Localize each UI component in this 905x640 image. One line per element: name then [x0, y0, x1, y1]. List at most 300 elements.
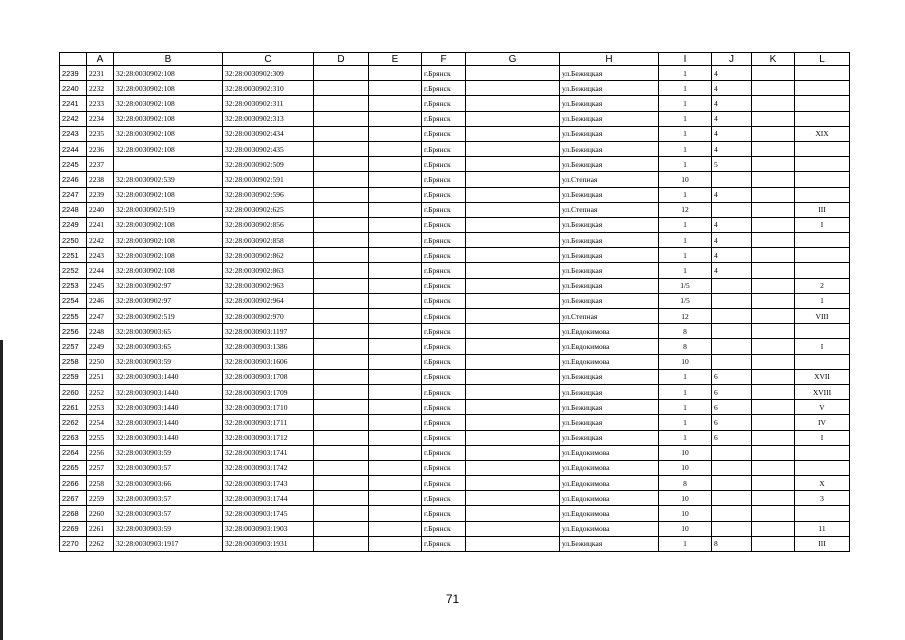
column-header-h[interactable]: H: [560, 53, 659, 66]
cell-i[interactable]: 1/5: [659, 278, 712, 293]
cell-j[interactable]: [712, 491, 752, 506]
cell-k[interactable]: [752, 96, 795, 111]
row-number-cell[interactable]: [60, 491, 87, 506]
cell-b[interactable]: 32:28:0030903:66: [114, 476, 223, 491]
cell-f[interactable]: г.Брянск: [422, 141, 466, 156]
cell-d[interactable]: [314, 111, 369, 126]
cell-l[interactable]: 1: [795, 293, 850, 308]
row-number-cell[interactable]: [60, 217, 87, 232]
cell-g[interactable]: [466, 415, 560, 430]
cell-g[interactable]: [466, 172, 560, 187]
cell-j[interactable]: 6: [712, 369, 752, 384]
cell-c[interactable]: 32:28:0030902:862: [223, 248, 314, 263]
cell-d[interactable]: [314, 476, 369, 491]
cell-c[interactable]: 32:28:0030902:963: [223, 278, 314, 293]
cell-f[interactable]: г.Брянск: [422, 217, 466, 232]
cell-j[interactable]: 4: [712, 66, 752, 81]
cell-h[interactable]: ул.Бежицкая: [560, 111, 659, 126]
cell-k[interactable]: [752, 491, 795, 506]
cell-c[interactable]: 32:28:0030902:863: [223, 263, 314, 278]
cell-e[interactable]: [369, 157, 422, 172]
cell-a[interactable]: [87, 248, 114, 263]
cell-k[interactable]: [752, 141, 795, 156]
cell-e[interactable]: [369, 96, 422, 111]
cell-f[interactable]: г.Брянск: [422, 202, 466, 217]
row-number-cell[interactable]: [60, 339, 87, 354]
cell-l[interactable]: X: [795, 476, 850, 491]
cell-a[interactable]: [87, 521, 114, 536]
cell-j[interactable]: 4: [712, 217, 752, 232]
cell-k[interactable]: [752, 415, 795, 430]
cell-g[interactable]: [466, 187, 560, 202]
cell-c[interactable]: 32:28:0030903:1710: [223, 400, 314, 415]
cell-f[interactable]: г.Брянск: [422, 430, 466, 445]
cell-e[interactable]: [369, 172, 422, 187]
cell-l[interactable]: XVIII: [795, 384, 850, 399]
cell-c[interactable]: 32:28:0030903:1742: [223, 460, 314, 475]
cell-k[interactable]: [752, 354, 795, 369]
cell-l[interactable]: [795, 460, 850, 475]
cell-f[interactable]: г.Брянск: [422, 339, 466, 354]
cell-c[interactable]: 32:28:0030902:434: [223, 126, 314, 141]
cell-b[interactable]: 32:28:0030902:108: [114, 263, 223, 278]
cell-e[interactable]: [369, 141, 422, 156]
cell-g[interactable]: [466, 384, 560, 399]
cell-f[interactable]: г.Брянск: [422, 263, 466, 278]
row-number-cell[interactable]: [60, 172, 87, 187]
cell-b[interactable]: 32:28:0030903:65: [114, 339, 223, 354]
cell-e[interactable]: [369, 278, 422, 293]
cell-d[interactable]: [314, 369, 369, 384]
row-number-cell[interactable]: [60, 521, 87, 536]
row-number-cell[interactable]: [60, 187, 87, 202]
cell-i[interactable]: 1: [659, 369, 712, 384]
cell-j[interactable]: 4: [712, 111, 752, 126]
row-number-cell[interactable]: [60, 430, 87, 445]
cell-i[interactable]: 1: [659, 248, 712, 263]
cell-l[interactable]: [795, 81, 850, 96]
cell-f[interactable]: г.Брянск: [422, 233, 466, 248]
cell-l[interactable]: III: [795, 202, 850, 217]
cell-e[interactable]: [369, 445, 422, 460]
row-number-cell[interactable]: [60, 384, 87, 399]
cell-c[interactable]: 32:28:0030902:311: [223, 96, 314, 111]
cell-d[interactable]: [314, 217, 369, 232]
cell-g[interactable]: [466, 324, 560, 339]
cell-j[interactable]: 4: [712, 141, 752, 156]
column-header-l[interactable]: L: [795, 53, 850, 66]
cell-c[interactable]: 32:28:0030902:309: [223, 66, 314, 81]
cell-b[interactable]: 32:28:0030902:97: [114, 293, 223, 308]
cell-i[interactable]: 1: [659, 233, 712, 248]
column-header-k[interactable]: K: [752, 53, 795, 66]
cell-b[interactable]: 32:28:0030902:108: [114, 248, 223, 263]
cell-c[interactable]: 32:28:0030903:1386: [223, 339, 314, 354]
cell-g[interactable]: [466, 430, 560, 445]
cell-h[interactable]: ул.Бежицкая: [560, 233, 659, 248]
cell-i[interactable]: 8: [659, 339, 712, 354]
cell-d[interactable]: [314, 202, 369, 217]
cell-g[interactable]: [466, 263, 560, 278]
cell-k[interactable]: [752, 263, 795, 278]
cell-b[interactable]: 32:28:0030903:57: [114, 506, 223, 521]
cell-d[interactable]: [314, 66, 369, 81]
cell-j[interactable]: 5: [712, 157, 752, 172]
cell-j[interactable]: [712, 202, 752, 217]
row-number-cell[interactable]: [60, 263, 87, 278]
row-number-cell[interactable]: [60, 111, 87, 126]
cell-k[interactable]: [752, 233, 795, 248]
row-number-cell[interactable]: [60, 445, 87, 460]
cell-d[interactable]: [314, 248, 369, 263]
cell-l[interactable]: XIX: [795, 126, 850, 141]
cell-l[interactable]: VIII: [795, 309, 850, 324]
cell-f[interactable]: г.Брянск: [422, 126, 466, 141]
cell-d[interactable]: [314, 445, 369, 460]
cell-h[interactable]: ул.Бежицкая: [560, 187, 659, 202]
cell-a[interactable]: [87, 339, 114, 354]
cell-d[interactable]: [314, 491, 369, 506]
cell-k[interactable]: [752, 384, 795, 399]
cell-a[interactable]: [87, 445, 114, 460]
cell-j[interactable]: [712, 172, 752, 187]
cell-g[interactable]: [466, 491, 560, 506]
cell-g[interactable]: [466, 202, 560, 217]
cell-c[interactable]: 32:28:0030903:1903: [223, 521, 314, 536]
cell-l[interactable]: [795, 445, 850, 460]
cell-i[interactable]: 1: [659, 141, 712, 156]
cell-i[interactable]: 8: [659, 476, 712, 491]
cell-b[interactable]: 32:28:0030903:1917: [114, 536, 223, 551]
row-number-cell[interactable]: [60, 248, 87, 263]
cell-e[interactable]: [369, 476, 422, 491]
cell-k[interactable]: [752, 217, 795, 232]
cell-d[interactable]: [314, 460, 369, 475]
cell-f[interactable]: г.Брянск: [422, 96, 466, 111]
cell-i[interactable]: 10: [659, 491, 712, 506]
cell-i[interactable]: 1/5: [659, 293, 712, 308]
cell-c[interactable]: 32:28:0030902:313: [223, 111, 314, 126]
cell-a[interactable]: [87, 126, 114, 141]
cell-f[interactable]: г.Брянск: [422, 172, 466, 187]
cell-d[interactable]: [314, 81, 369, 96]
cell-c[interactable]: 32:28:0030902:625: [223, 202, 314, 217]
cell-l[interactable]: I: [795, 430, 850, 445]
cell-b[interactable]: 32:28:0030902:108: [114, 141, 223, 156]
cell-j[interactable]: [712, 339, 752, 354]
cell-g[interactable]: [466, 66, 560, 81]
cell-g[interactable]: [466, 126, 560, 141]
cell-h[interactable]: ул.Бежицкая: [560, 263, 659, 278]
cell-a[interactable]: [87, 309, 114, 324]
cell-d[interactable]: [314, 506, 369, 521]
cell-b[interactable]: 32:28:0030903:1440: [114, 400, 223, 415]
row-number-cell[interactable]: [60, 309, 87, 324]
cell-d[interactable]: [314, 521, 369, 536]
cell-i[interactable]: 10: [659, 460, 712, 475]
cell-f[interactable]: г.Брянск: [422, 460, 466, 475]
cell-d[interactable]: [314, 384, 369, 399]
cell-e[interactable]: [369, 81, 422, 96]
cell-c[interactable]: 32:28:0030903:1709: [223, 384, 314, 399]
cell-e[interactable]: [369, 111, 422, 126]
cell-j[interactable]: [712, 324, 752, 339]
column-header-b[interactable]: B: [114, 53, 223, 66]
cell-h[interactable]: ул.Бежицкая: [560, 141, 659, 156]
cell-c[interactable]: 32:28:0030902:858: [223, 233, 314, 248]
cell-e[interactable]: [369, 430, 422, 445]
cell-a[interactable]: [87, 172, 114, 187]
row-number-cell[interactable]: [60, 66, 87, 81]
cell-j[interactable]: 4: [712, 187, 752, 202]
cell-b[interactable]: 32:28:0030903:1440: [114, 430, 223, 445]
cell-a[interactable]: [87, 536, 114, 551]
cell-k[interactable]: [752, 339, 795, 354]
cell-i[interactable]: 10: [659, 354, 712, 369]
cell-h[interactable]: ул.Бежицкая: [560, 81, 659, 96]
column-header-a[interactable]: A: [87, 53, 114, 66]
cell-j[interactable]: 6: [712, 415, 752, 430]
cell-i[interactable]: 10: [659, 506, 712, 521]
cell-d[interactable]: [314, 141, 369, 156]
cell-j[interactable]: [712, 293, 752, 308]
cell-l[interactable]: [795, 141, 850, 156]
cell-c[interactable]: 32:28:0030902:509: [223, 157, 314, 172]
row-number-cell[interactable]: [60, 415, 87, 430]
cell-e[interactable]: [369, 309, 422, 324]
cell-f[interactable]: г.Брянск: [422, 354, 466, 369]
cell-a[interactable]: [87, 491, 114, 506]
cell-b[interactable]: 32:28:0030903:1440: [114, 415, 223, 430]
cell-i[interactable]: 1: [659, 384, 712, 399]
cell-e[interactable]: [369, 339, 422, 354]
cell-g[interactable]: [466, 536, 560, 551]
row-number-cell[interactable]: [60, 233, 87, 248]
cell-a[interactable]: [87, 111, 114, 126]
cell-j[interactable]: [712, 278, 752, 293]
cell-f[interactable]: г.Брянск: [422, 536, 466, 551]
cell-h[interactable]: ул.Евдокимова: [560, 491, 659, 506]
cell-g[interactable]: [466, 476, 560, 491]
cell-b[interactable]: 32:28:0030902:519: [114, 309, 223, 324]
cell-j[interactable]: [712, 460, 752, 475]
cell-l[interactable]: [795, 324, 850, 339]
cell-e[interactable]: [369, 400, 422, 415]
cell-j[interactable]: [712, 476, 752, 491]
column-header-j[interactable]: J: [712, 53, 752, 66]
cell-h[interactable]: ул.Бежицкая: [560, 278, 659, 293]
row-number-cell[interactable]: [60, 81, 87, 96]
cell-c[interactable]: 32:28:0030903:1606: [223, 354, 314, 369]
cell-l[interactable]: [795, 111, 850, 126]
cell-f[interactable]: г.Брянск: [422, 400, 466, 415]
cell-h[interactable]: ул.Евдокимова: [560, 506, 659, 521]
cell-i[interactable]: 10: [659, 445, 712, 460]
cell-j[interactable]: 8: [712, 536, 752, 551]
row-number-cell[interactable]: [60, 126, 87, 141]
cell-h[interactable]: ул.Бежицкая: [560, 430, 659, 445]
cell-g[interactable]: [466, 354, 560, 369]
cell-b[interactable]: 32:28:0030903:1440: [114, 369, 223, 384]
cell-a[interactable]: [87, 217, 114, 232]
cell-k[interactable]: [752, 506, 795, 521]
cell-a[interactable]: [87, 233, 114, 248]
cell-j[interactable]: [712, 354, 752, 369]
row-number-cell[interactable]: [60, 369, 87, 384]
cell-g[interactable]: [466, 111, 560, 126]
cell-c[interactable]: 32:28:0030902:435: [223, 141, 314, 156]
cell-h[interactable]: ул.Бежицкая: [560, 400, 659, 415]
cell-d[interactable]: [314, 536, 369, 551]
cell-a[interactable]: [87, 157, 114, 172]
cell-k[interactable]: [752, 81, 795, 96]
cell-b[interactable]: 32:28:0030902:519: [114, 202, 223, 217]
row-number-cell[interactable]: [60, 202, 87, 217]
cell-e[interactable]: [369, 324, 422, 339]
cell-j[interactable]: 6: [712, 400, 752, 415]
cell-b[interactable]: 32:28:0030902:108: [114, 187, 223, 202]
cell-a[interactable]: [87, 369, 114, 384]
cell-a[interactable]: [87, 66, 114, 81]
column-header-e[interactable]: E: [369, 53, 422, 66]
cell-b[interactable]: 32:28:0030902:97: [114, 278, 223, 293]
cell-a[interactable]: [87, 415, 114, 430]
cell-b[interactable]: [114, 157, 223, 172]
cell-g[interactable]: [466, 506, 560, 521]
cell-a[interactable]: [87, 476, 114, 491]
cell-h[interactable]: ул.Евдокимова: [560, 339, 659, 354]
cell-k[interactable]: [752, 400, 795, 415]
cell-d[interactable]: [314, 187, 369, 202]
cell-g[interactable]: [466, 309, 560, 324]
cell-h[interactable]: ул.Бежицкая: [560, 66, 659, 81]
cell-c[interactable]: 32:28:0030902:856: [223, 217, 314, 232]
cell-i[interactable]: 1: [659, 111, 712, 126]
cell-e[interactable]: [369, 126, 422, 141]
cell-k[interactable]: [752, 172, 795, 187]
cell-e[interactable]: [369, 506, 422, 521]
cell-g[interactable]: [466, 157, 560, 172]
cell-k[interactable]: [752, 126, 795, 141]
cell-h[interactable]: ул.Евдокимова: [560, 476, 659, 491]
cell-i[interactable]: 1: [659, 96, 712, 111]
cell-c[interactable]: 32:28:0030903:1197: [223, 324, 314, 339]
cell-h[interactable]: ул.Бежицкая: [560, 536, 659, 551]
cell-j[interactable]: [712, 506, 752, 521]
cell-k[interactable]: [752, 202, 795, 217]
cell-j[interactable]: 4: [712, 81, 752, 96]
cell-l[interactable]: IV: [795, 415, 850, 430]
cell-j[interactable]: [712, 521, 752, 536]
row-number-cell[interactable]: [60, 354, 87, 369]
cell-k[interactable]: [752, 157, 795, 172]
cell-d[interactable]: [314, 263, 369, 278]
cell-e[interactable]: [369, 369, 422, 384]
cell-a[interactable]: [87, 278, 114, 293]
cell-f[interactable]: г.Брянск: [422, 187, 466, 202]
cell-j[interactable]: [712, 309, 752, 324]
cell-k[interactable]: [752, 248, 795, 263]
cell-g[interactable]: [466, 521, 560, 536]
cell-e[interactable]: [369, 384, 422, 399]
cell-h[interactable]: ул.Бежицкая: [560, 96, 659, 111]
cell-k[interactable]: [752, 111, 795, 126]
cell-k[interactable]: [752, 293, 795, 308]
cell-l[interactable]: 3: [795, 491, 850, 506]
cell-i[interactable]: 10: [659, 521, 712, 536]
cell-l[interactable]: [795, 233, 850, 248]
cell-k[interactable]: [752, 430, 795, 445]
cell-d[interactable]: [314, 415, 369, 430]
cell-c[interactable]: 32:28:0030903:1711: [223, 415, 314, 430]
cell-k[interactable]: [752, 445, 795, 460]
cell-a[interactable]: [87, 354, 114, 369]
cell-l[interactable]: [795, 172, 850, 187]
cell-g[interactable]: [466, 141, 560, 156]
cell-f[interactable]: г.Брянск: [422, 415, 466, 430]
cell-f[interactable]: г.Брянск: [422, 521, 466, 536]
cell-a[interactable]: [87, 506, 114, 521]
cell-b[interactable]: 32:28:0030903:57: [114, 491, 223, 506]
cell-b[interactable]: 32:28:0030902:108: [114, 126, 223, 141]
cell-a[interactable]: [87, 384, 114, 399]
cell-c[interactable]: 32:28:0030902:591: [223, 172, 314, 187]
cell-j[interactable]: 6: [712, 430, 752, 445]
cell-b[interactable]: 32:28:0030903:57: [114, 460, 223, 475]
cell-g[interactable]: [466, 369, 560, 384]
cell-l[interactable]: [795, 157, 850, 172]
cell-b[interactable]: 32:28:0030902:108: [114, 111, 223, 126]
cell-b[interactable]: 32:28:0030903:65: [114, 324, 223, 339]
cell-h[interactable]: ул.Степная: [560, 202, 659, 217]
cell-c[interactable]: 32:28:0030903:1931: [223, 536, 314, 551]
cell-a[interactable]: [87, 430, 114, 445]
row-number-cell[interactable]: [60, 400, 87, 415]
cell-c[interactable]: 32:28:0030902:970: [223, 309, 314, 324]
cell-f[interactable]: г.Брянск: [422, 66, 466, 81]
cell-e[interactable]: [369, 415, 422, 430]
cell-e[interactable]: [369, 521, 422, 536]
cell-d[interactable]: [314, 324, 369, 339]
cell-c[interactable]: 32:28:0030903:1712: [223, 430, 314, 445]
cell-a[interactable]: [87, 187, 114, 202]
cell-g[interactable]: [466, 248, 560, 263]
cell-d[interactable]: [314, 278, 369, 293]
cell-a[interactable]: [87, 81, 114, 96]
cell-l[interactable]: V: [795, 400, 850, 415]
cell-d[interactable]: [314, 157, 369, 172]
row-number-cell[interactable]: [60, 460, 87, 475]
cell-l[interactable]: [795, 506, 850, 521]
cell-g[interactable]: [466, 400, 560, 415]
cell-e[interactable]: [369, 187, 422, 202]
cell-k[interactable]: [752, 536, 795, 551]
cell-i[interactable]: 10: [659, 172, 712, 187]
cell-a[interactable]: [87, 263, 114, 278]
cell-i[interactable]: 1: [659, 126, 712, 141]
cell-k[interactable]: [752, 187, 795, 202]
cell-e[interactable]: [369, 217, 422, 232]
column-header-c[interactable]: C: [223, 53, 314, 66]
cell-j[interactable]: 4: [712, 233, 752, 248]
cell-h[interactable]: ул.Бежицкая: [560, 248, 659, 263]
cell-c[interactable]: 32:28:0030902:596: [223, 187, 314, 202]
cell-j[interactable]: 4: [712, 248, 752, 263]
cell-l[interactable]: 2: [795, 278, 850, 293]
cell-c[interactable]: 32:28:0030903:1741: [223, 445, 314, 460]
cell-e[interactable]: [369, 233, 422, 248]
cell-i[interactable]: 1: [659, 217, 712, 232]
